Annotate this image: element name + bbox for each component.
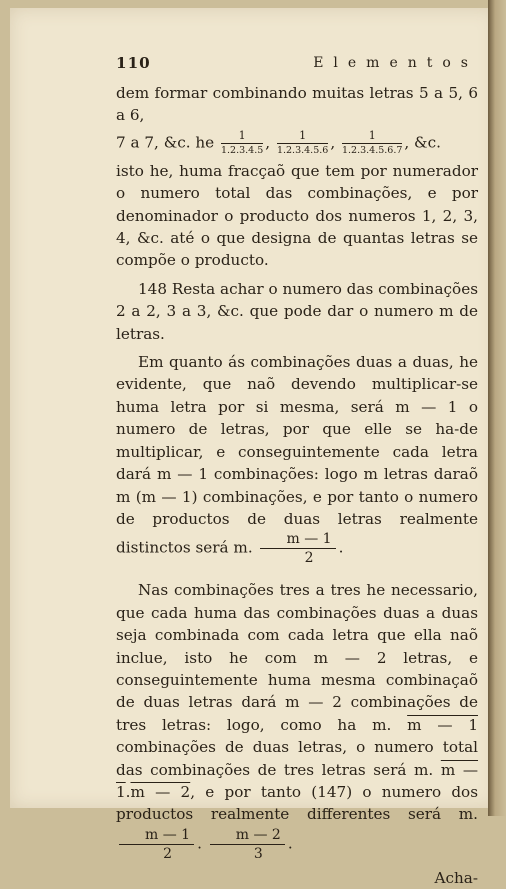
line-1: dem formar combinando muitas letras 5 a 5, 6 a 6, — [116, 84, 478, 125]
fraction-m-minus-1-over-2 — [119, 826, 194, 863]
paragraph-1-rest: isto he, huma fracçaõ que tem por numerador o numero total das combinações, e por denominador o producto dos numeros 1, 2, 3, 4, &c. até o que designa de quantas letras se compõe o producto. — [116, 161, 478, 270]
running-head: Elementos — [313, 55, 478, 71]
paragraph-tres-text-3: , e por tanto (147) o numero dos productos realmente differentes será m. — [116, 782, 478, 824]
line-2-end: , &c. — [404, 133, 441, 152]
overlined-term-3: m — 2 — [130, 782, 191, 801]
fraction-2-num: 1 — [277, 129, 328, 144]
page-text — [116, 52, 478, 889]
page-number: 110 — [116, 54, 151, 72]
line-2-start: 7 a 7, &c. he — [116, 133, 215, 152]
fraction-num: m — 1 — [260, 530, 335, 549]
fraction-den: 3 — [253, 845, 263, 862]
fraction-num: m — 2 — [210, 826, 285, 845]
fraction-num: m — 1 — [119, 826, 194, 845]
fraction-den: 2 — [304, 550, 314, 567]
fraction-1-num: 1 — [221, 129, 263, 144]
fraction-m-minus-1-over-2 — [260, 530, 335, 567]
page-header — [116, 52, 478, 72]
fraction-3-den: 1.2.3.4.5.6.7 — [341, 144, 403, 156]
paragraph-tres-text-2: combinações de duas letras, o numero total das combinações de tres letras será m. — [116, 738, 478, 779]
overlined-term-2: m — 1 — [116, 760, 479, 801]
dot: . — [125, 782, 131, 801]
overlined-term-1: m — 1 — [407, 715, 478, 734]
scan-edge — [488, 0, 506, 816]
paragraph-duas-a-duas: Em quanto ás combinações duas a duas, he evidente, que naõ devendo multiplicar-se huma letra por si mesma, será m — 1 o numero de letras, por que elle se ha-de multiplicar, e conseguintemente cada letra dará m — 1 combinações: logo m letras daraõ m (m — 1) combinações, e por tanto o numero de productos de duas letras realmente distinctos será m. $\frac{m — 1}{2}$ . — [116, 353, 478, 567]
paragraph-148: 148 Resta achar o numero das combinações 2 a 2, 3 a 3, &c. que pode dar o numero m de letras. — [116, 279, 478, 343]
paragraph-duas-text: Em quanto ás combinações duas a duas, he evidente, que naõ devendo multiplicar-se huma letra por si mesma, será m — 1 o numero de letras, por que elle se ha-de multiplicar, e conseguintemente cada letra dará m — 1 combinações: logo m letras daraõ m (m — 1) combinações, e por tanto o numero de productos de duas letras realmente distinctos será m. — [116, 353, 478, 557]
catchword: Acha- — [434, 868, 478, 887]
spacer — [116, 567, 478, 579]
fraction-3-num: 1 — [342, 129, 402, 144]
fraction-den: 2 — [163, 845, 172, 862]
line-2-fractions: 7 a 7, &c. he $\frac{1}{1.2.3.4.5}$ , $\frac{1}{1.2.3.4.5.6}$ , $\frac{1}{1.2.3.4.5.6.7}$ , &c. — [116, 128, 441, 156]
paragraph-tres-text: Nas combinações tres a tres he necessario, que cada huma das combinações duas a duas seja combinada com cada letra que ella naõ inclue, isto he com m — 2 letras, e conseguintemente huma mesma combinaçaõ de duas letras dará m — 2 combinações de tres letras: logo, como ha m. — [116, 581, 478, 734]
fraction-3 — [342, 129, 402, 158]
fraction-2 — [277, 129, 328, 158]
fraction-1-den: 1.2.3.4.5 — [220, 144, 264, 156]
paragraph-tres-a-tres: Nas combinações tres a tres he necessario, que cada huma das combinações duas a duas seja combinada com cada letra que ella naõ inclue, isto he com m — 2 letras, e conseguintemente huma mesma combinaçaõ de duas letras dará m — 2 combinações de tres letras: logo, como ha m. m — 1 combinações de duas letras, o numero total das combinações de tres letras será m. m — 1.m — 2, e por tanto (147) o numero dos productos realmente differentes será m. $\frac{m — 1}{2}$ . $\frac{m — 2}{3}$ . — [116, 581, 479, 862]
fraction-m-minus-2-over-3 — [210, 826, 285, 863]
fraction-2-den: 1.2.3.4.5.6 — [276, 144, 329, 156]
fraction-1 — [221, 129, 263, 158]
